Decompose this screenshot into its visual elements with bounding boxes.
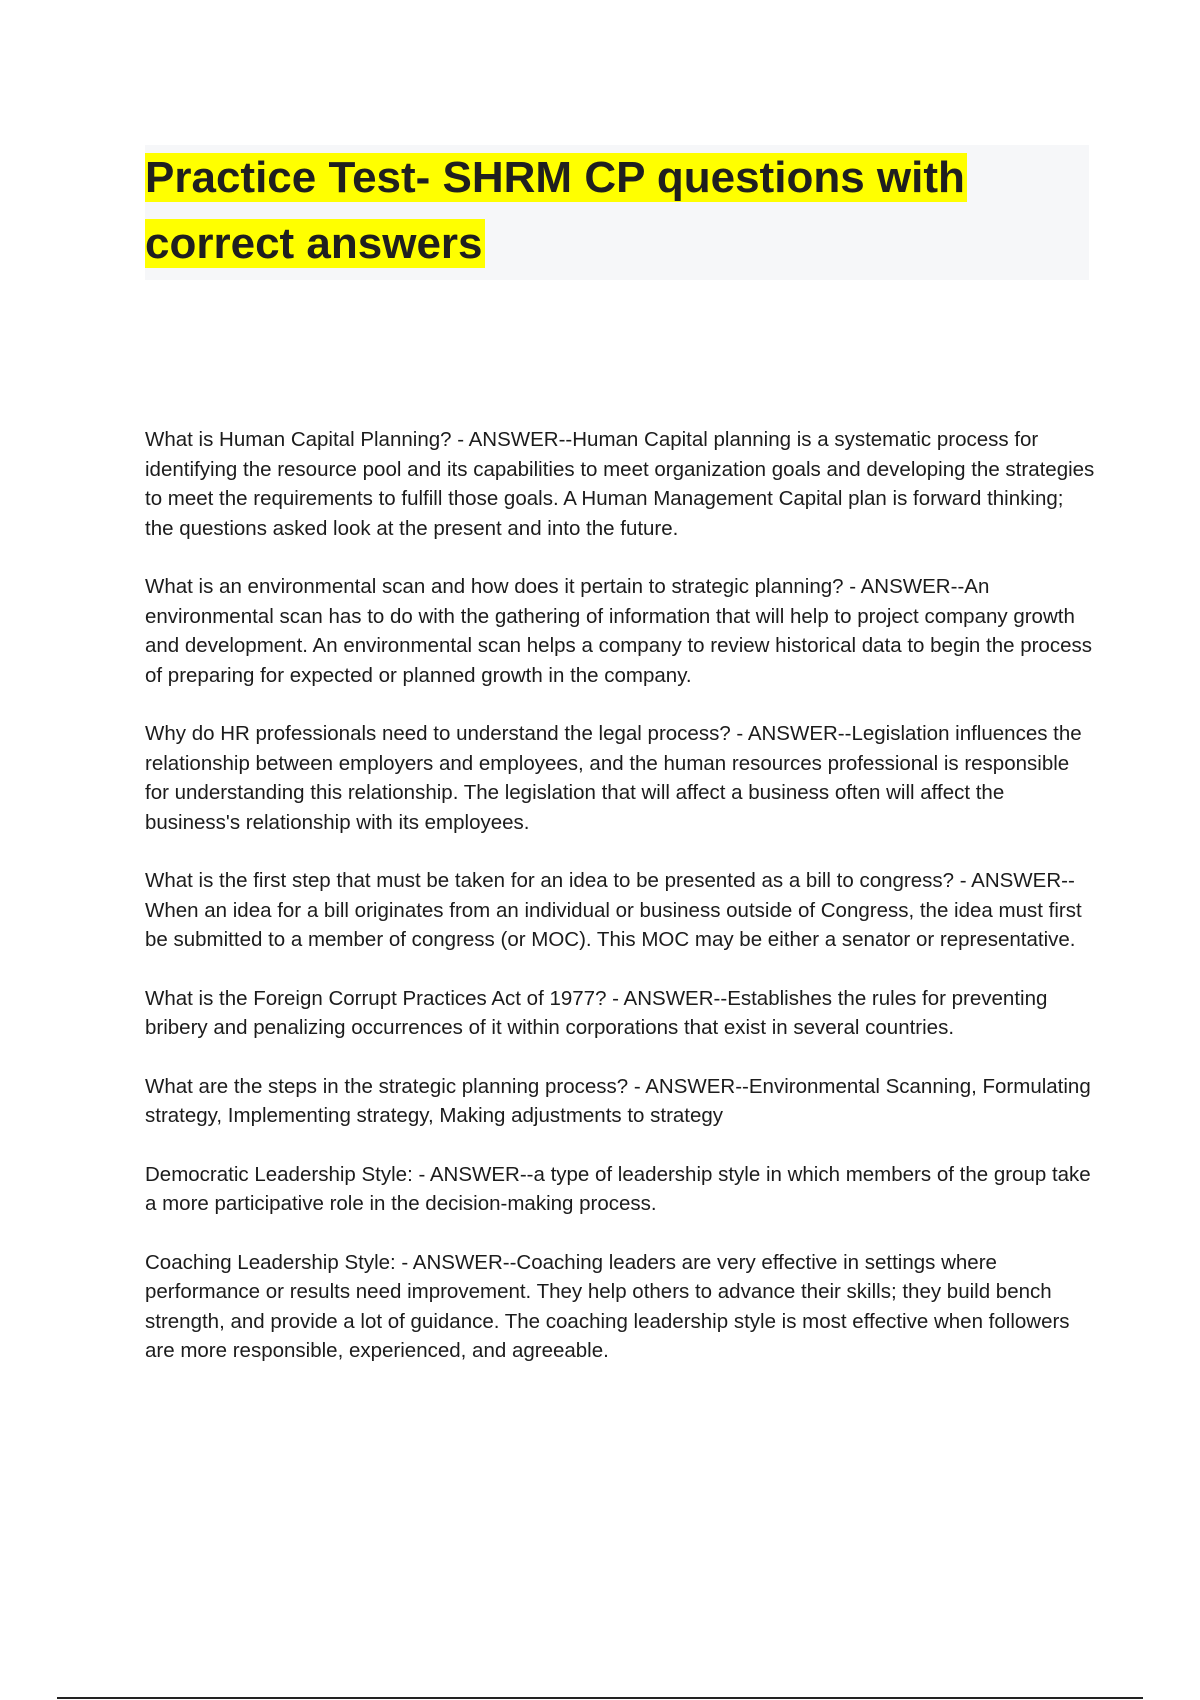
qa-item-5: What is the Foreign Corrupt Practices Act of 1977? - ANSWER--Establishes the rules for preventing bribery and penalizing occurrences of it within corporations that exist in several countries. bbox=[145, 986, 1048, 1039]
qa-item-7: Democratic Leadership Style: - ANSWER--a type of leadership style in which members of the group take a more participative role in the decision-making process. bbox=[145, 1162, 1091, 1215]
footer-divider bbox=[57, 1697, 1143, 1699]
qa-item-4: What is the first step that must be taken for an idea to be presented as a bill to congress? - ANSWER--When an idea for a bill originates from an individual or business outside of Congress, the idea must first be submitted to a member of congress (or MOC). This MOC may be either a senator or representative. bbox=[145, 869, 1082, 951]
title-block bbox=[145, 145, 1089, 280]
qa-item-6: What are the steps in the strategic planning process? - ANSWER--Environmental Scanning, Formulating strategy, Implementing strategy, Making adjustments to strategy bbox=[145, 1074, 1091, 1127]
qa-item-1: What is Human Capital Planning? - ANSWER--Human Capital planning is a systematic process for identifying the resource pool and its capabilities to meet organization goals and developing the strategies to meet the requirements to fulfill those goals. A Human Management Capital plan is forward thinking; the questions asked look at the present and into the future. bbox=[145, 428, 1095, 540]
page-title bbox=[145, 145, 1089, 277]
qa-list bbox=[145, 425, 1095, 1395]
qa-item-8: Coaching Leadership Style: - ANSWER--Coaching leaders are very effective in settings where performance or results need improvement. They help others to advance their skills; they build bench strength, and provide a lot of guidance. The coaching leadership style is most effective when followers are more responsible, experienced, and agreeable. bbox=[145, 1250, 1070, 1362]
qa-item-2: What is an environmental scan and how does it pertain to strategic planning? - ANSWER--An environmental scan has to do with the gathering of information that will help to project company growth and development. An environmental scan helps a company to review historical data to begin the process of preparing for expected or planned growth in the company. bbox=[145, 575, 1092, 687]
title-highlight: Practice Test- SHRM CP questions with correct answers bbox=[145, 153, 965, 268]
qa-item-3: Why do HR professionals need to understand the legal process? - ANSWER--Legislation influences the relationship between employers and employees, and the human resources professional is responsible for understanding this relationship. The legislation that will affect a business often will affect the business's relationship with its employees. bbox=[145, 722, 1082, 834]
